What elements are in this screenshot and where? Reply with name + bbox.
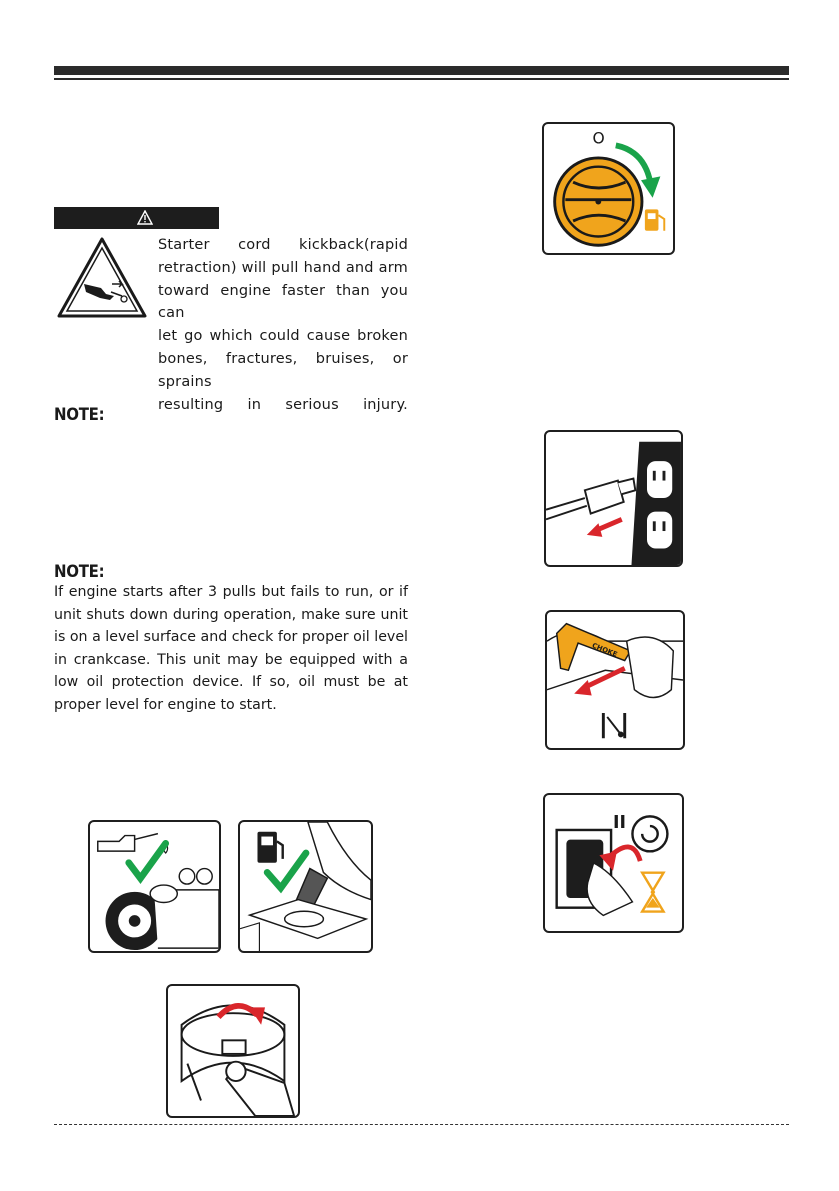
warning-header [54,207,219,229]
fuel-valve-figure [542,122,675,255]
hand-kickback-hazard-icon [56,236,148,320]
switch-on-label: II [613,813,627,834]
fuel-valve-icon [544,124,673,253]
warning-line: toward engine faster than you can [158,282,408,322]
engine-switch-icon [545,795,682,931]
fuel-cap-icon [168,986,298,1116]
note-text: If engine starts after 3 pulls but fails to run, or if unit shuts down during operation, make sure unit is on a level surface and check for proper oil level in crankcase. This unit may be equipped with a low oil protection device. If so, oil must be at proper level for engine to start. [54,584,408,713]
unplug-outlet-icon [546,432,681,565]
fuel-fill-icon [240,822,371,951]
warning-line: retraction) will pull hand and arm [158,259,408,276]
choke-figure [545,610,685,750]
note-label: NOTE: [54,404,105,425]
warning-line: bones, fractures, bruises, or sprains [158,350,408,390]
warning-triangle-icon [137,210,153,225]
fuel-off-label: O [592,129,605,148]
engine-switch-figure [543,793,684,933]
fuel-fill-figure [238,820,373,953]
header-bar [54,66,789,75]
warning-line: resulting in serious injury. [158,396,408,413]
warning-text [158,234,408,416]
header-rule [54,78,789,80]
warning-line: Starter cord kickback(rapid [158,237,408,253]
fuel-cap-figure [166,984,300,1118]
note-label: NOTE: [54,561,105,582]
footer-rule [54,1124,789,1125]
oil-check-icon [90,822,219,951]
choke-label: CHOKE [590,641,619,659]
choke-lever-icon [547,612,683,748]
outlet-figure [544,430,683,567]
oil-check-figure [88,820,221,953]
warning-line: let go which could cause broken [158,328,408,345]
